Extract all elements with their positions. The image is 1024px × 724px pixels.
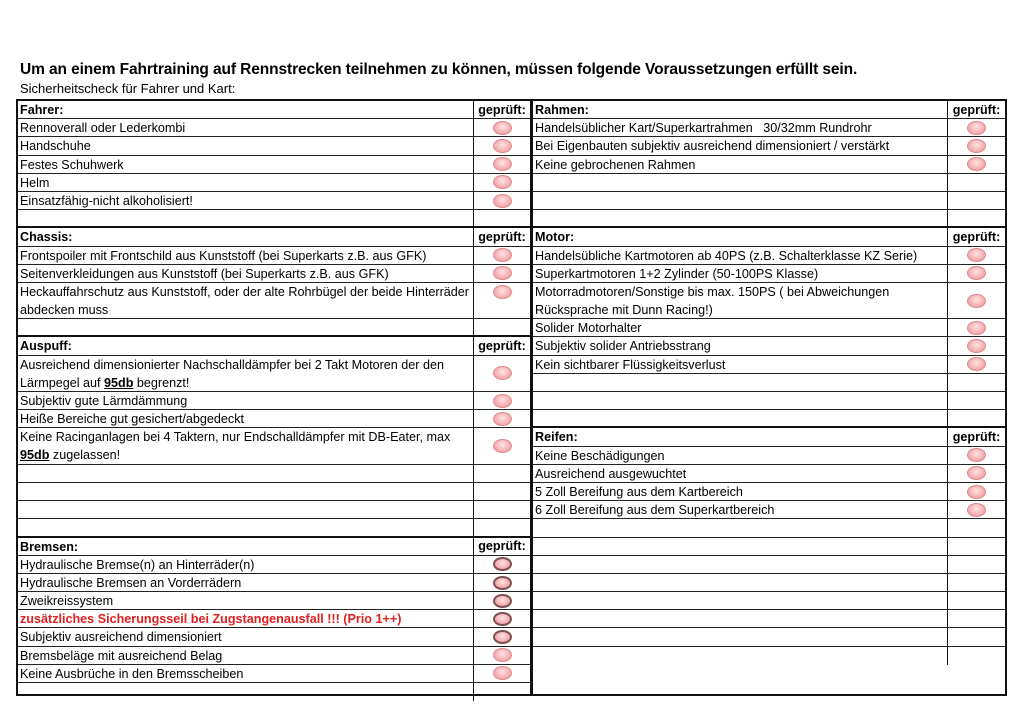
empty-row — [533, 628, 1005, 646]
item-label: Festes Schuhwerk — [18, 156, 474, 173]
section-title: Chassis: — [18, 228, 474, 245]
item-label: Ausreichend ausgewuchtet — [533, 465, 948, 482]
empty-row — [533, 392, 1005, 410]
item-label: Hydraulische Bremsen an Vorderrädern — [18, 574, 474, 591]
section-header-bremsen — [18, 538, 530, 556]
check-indicator[interactable] — [967, 321, 986, 335]
check-indicator[interactable] — [967, 266, 986, 280]
checklist-row — [533, 356, 1005, 374]
empty-row — [533, 410, 1005, 428]
empty-row — [533, 174, 1005, 192]
checklist-row — [533, 119, 1005, 137]
checklist-row — [18, 574, 530, 592]
item-label: Subjektiv gute Lärmdämmung — [18, 392, 474, 409]
section-title: Motor: — [533, 228, 948, 245]
empty-row — [533, 647, 1005, 665]
item-label: Subjektiv ausreichend dimensioniert — [18, 628, 474, 645]
checklist-sheet — [16, 99, 1007, 696]
page-title: Um an einem Fahrtraining auf Rennstrecken teilnehmen zu können, müssen folgende Voraussetzungen erfüllt sein. — [20, 61, 858, 78]
section-header-motor — [533, 228, 1005, 246]
check-indicator[interactable] — [493, 248, 512, 262]
check-indicator[interactable] — [967, 466, 986, 480]
section-header-auspuff — [18, 337, 530, 355]
checklist-row — [18, 392, 530, 410]
check-indicator[interactable] — [967, 485, 986, 499]
check-indicator[interactable] — [967, 139, 986, 153]
section-header-chassis — [18, 228, 530, 246]
checklist-row — [18, 156, 530, 174]
check-indicator[interactable] — [493, 557, 512, 571]
item-label: Einsatzfähig-nicht alkoholisiert! — [18, 192, 474, 209]
checklist-row — [533, 137, 1005, 155]
section-title: Auspuff: — [18, 337, 474, 354]
empty-row — [533, 574, 1005, 592]
item-label: Heckauffahrschutz aus Kunststoff, oder der alte Rohrbügel der beide Hinterräder abdecken muss — [18, 283, 474, 318]
section-title: Bremsen: — [18, 538, 474, 555]
item-label: Seitenverkleidungen aus Kunststoff (bei Superkarts z.B. aus GFK) — [18, 265, 474, 282]
checked-header: geprüft: — [478, 229, 526, 244]
section-header-reifen — [533, 428, 1005, 446]
check-indicator[interactable] — [493, 394, 512, 408]
check-indicator[interactable] — [493, 439, 512, 453]
noise-limit-value: 95db — [20, 448, 50, 463]
item-label: Handschuhe — [18, 137, 474, 154]
checked-header: geprüft: — [478, 339, 526, 354]
item-label: Handelsüblicher Kart/Superkartrahmen 30/32mm Rundrohr — [533, 119, 948, 136]
check-indicator[interactable] — [967, 248, 986, 262]
checklist-row — [18, 119, 530, 137]
empty-row — [18, 519, 530, 537]
page-subtitle: Sicherheitscheck für Fahrer und Kart: — [20, 81, 236, 96]
check-indicator[interactable] — [493, 157, 512, 171]
empty-row — [533, 610, 1005, 628]
empty-row — [533, 519, 1005, 537]
item-label: 5 Zoll Bereifung aus dem Kartbereich — [533, 483, 948, 500]
check-indicator[interactable] — [967, 339, 986, 353]
checklist-row — [18, 410, 530, 428]
check-indicator[interactable] — [967, 357, 986, 371]
checklist-row — [533, 283, 1005, 319]
item-label: Keine Beschädigungen — [533, 447, 948, 464]
checklist-row — [533, 337, 1005, 355]
checklist-row — [533, 465, 1005, 483]
check-indicator[interactable] — [493, 285, 512, 299]
item-label: Bei Eigenbauten subjektiv ausreichend dimensioniert / verstärkt — [533, 137, 948, 154]
empty-row — [533, 374, 1005, 392]
priority-item-label: zusätzliches Sicherungsseil bei Zugstangenausfall !!! (Prio 1++) — [18, 610, 474, 627]
checklist-row — [18, 356, 530, 392]
empty-row — [18, 319, 530, 337]
checked-header: geprüft: — [952, 429, 1001, 444]
item-label: Bremsbeläge mit ausreichend Belag — [18, 647, 474, 664]
empty-row — [18, 210, 530, 228]
check-indicator[interactable] — [493, 648, 512, 662]
left-column — [16, 99, 531, 696]
item-label: Motorradmotoren/Sonstige bis max. 150PS ( bei Abweichungen Rücksprache mit Dunn Racing!) — [533, 283, 948, 318]
checklist-row — [18, 265, 530, 283]
checklist-row — [18, 556, 530, 574]
empty-row — [533, 538, 1005, 556]
checklist-row — [18, 174, 530, 192]
item-label: Helm — [18, 174, 474, 191]
check-indicator[interactable] — [493, 366, 512, 380]
section-title: Rahmen: — [533, 101, 948, 118]
item-label: Handelsübliche Kartmotoren ab 40PS (z.B. Schalterklasse KZ Serie) — [533, 247, 948, 264]
checked-header: geprüft: — [478, 102, 526, 117]
checklist-row — [18, 247, 530, 265]
check-indicator[interactable] — [493, 576, 512, 590]
check-indicator[interactable] — [493, 266, 512, 280]
item-label: Hydraulische Bremse(n) an Hinterräder(n) — [18, 556, 474, 573]
checklist-row — [18, 665, 530, 683]
checklist-row — [533, 265, 1005, 283]
checked-header: geprüft: — [952, 102, 1001, 117]
item-label: Rennoverall oder Lederkombi — [18, 119, 474, 136]
checklist-row — [533, 247, 1005, 265]
check-indicator[interactable] — [493, 630, 512, 644]
check-indicator[interactable] — [967, 157, 986, 171]
section-title: Reifen: — [533, 428, 948, 445]
item-label: Zweikreissystem — [18, 592, 474, 609]
checklist-row-priority — [18, 610, 530, 628]
empty-row — [533, 556, 1005, 574]
section-header-fahrer — [18, 101, 530, 119]
empty-row — [18, 465, 530, 483]
check-indicator[interactable] — [493, 121, 512, 135]
checked-header: geprüft: — [478, 539, 526, 554]
item-label: Solider Motorhalter — [533, 319, 948, 336]
section-header-rahmen — [533, 101, 1005, 119]
empty-row — [18, 501, 530, 519]
empty-row — [18, 683, 530, 701]
item-label: Frontspoiler mit Frontschild aus Kunststoff (bei Superkarts z.B. aus GFK) — [18, 247, 474, 264]
check-indicator[interactable] — [967, 503, 986, 517]
check-indicator[interactable] — [967, 294, 986, 308]
empty-row — [533, 192, 1005, 210]
section-title: Fahrer: — [18, 101, 474, 118]
checklist-row — [18, 192, 530, 210]
check-indicator[interactable] — [493, 175, 512, 189]
checked-header: geprüft: — [952, 229, 1001, 244]
item-label: Subjektiv solider Antriebsstrang — [533, 337, 948, 354]
check-indicator[interactable] — [493, 594, 512, 608]
check-indicator[interactable] — [493, 666, 512, 680]
right-column — [531, 99, 1007, 696]
item-label: Keine gebrochenen Rahmen — [533, 156, 948, 173]
checklist-row — [533, 447, 1005, 465]
checklist-row — [18, 628, 530, 646]
item-label: Superkartmotoren 1+2 Zylinder (50-100PS Klasse) — [533, 265, 948, 282]
item-label: Heiße Bereiche gut gesichert/abgedeckt — [18, 410, 474, 427]
checklist-row — [533, 483, 1005, 501]
checklist-row — [18, 137, 530, 155]
checklist-row — [533, 156, 1005, 174]
checklist-row — [533, 501, 1005, 519]
check-indicator[interactable] — [493, 612, 512, 626]
check-indicator[interactable] — [493, 139, 512, 153]
check-indicator[interactable] — [493, 194, 512, 208]
check-indicator[interactable] — [967, 121, 986, 135]
checklist-row — [533, 319, 1005, 337]
noise-limit-value: 95db — [104, 375, 134, 390]
empty-row — [18, 483, 530, 501]
checklist-row — [18, 283, 530, 319]
check-indicator[interactable] — [493, 412, 512, 426]
check-indicator[interactable] — [967, 448, 986, 462]
empty-row — [533, 592, 1005, 610]
checklist-row — [18, 428, 530, 464]
checklist-row — [18, 647, 530, 665]
item-label: Ausreichend dimensionierter Nachschalldämpfer bei 2 Takt Motoren der den Lärmpegel auf 95db begrenzt! — [18, 356, 474, 391]
item-label: Kein sichtbarer Flüssigkeitsverlust — [533, 356, 948, 373]
item-label: Keine Ausbrüche in den Bremsscheiben — [18, 665, 474, 682]
empty-row — [533, 210, 1005, 228]
item-label: Keine Racinganlagen bei 4 Taktern, nur Endschalldämpfer mit DB-Eater, max 95db zugelassen! — [18, 428, 474, 463]
item-label: 6 Zoll Bereifung aus dem Superkartbereich — [533, 501, 948, 518]
checklist-row — [18, 592, 530, 610]
